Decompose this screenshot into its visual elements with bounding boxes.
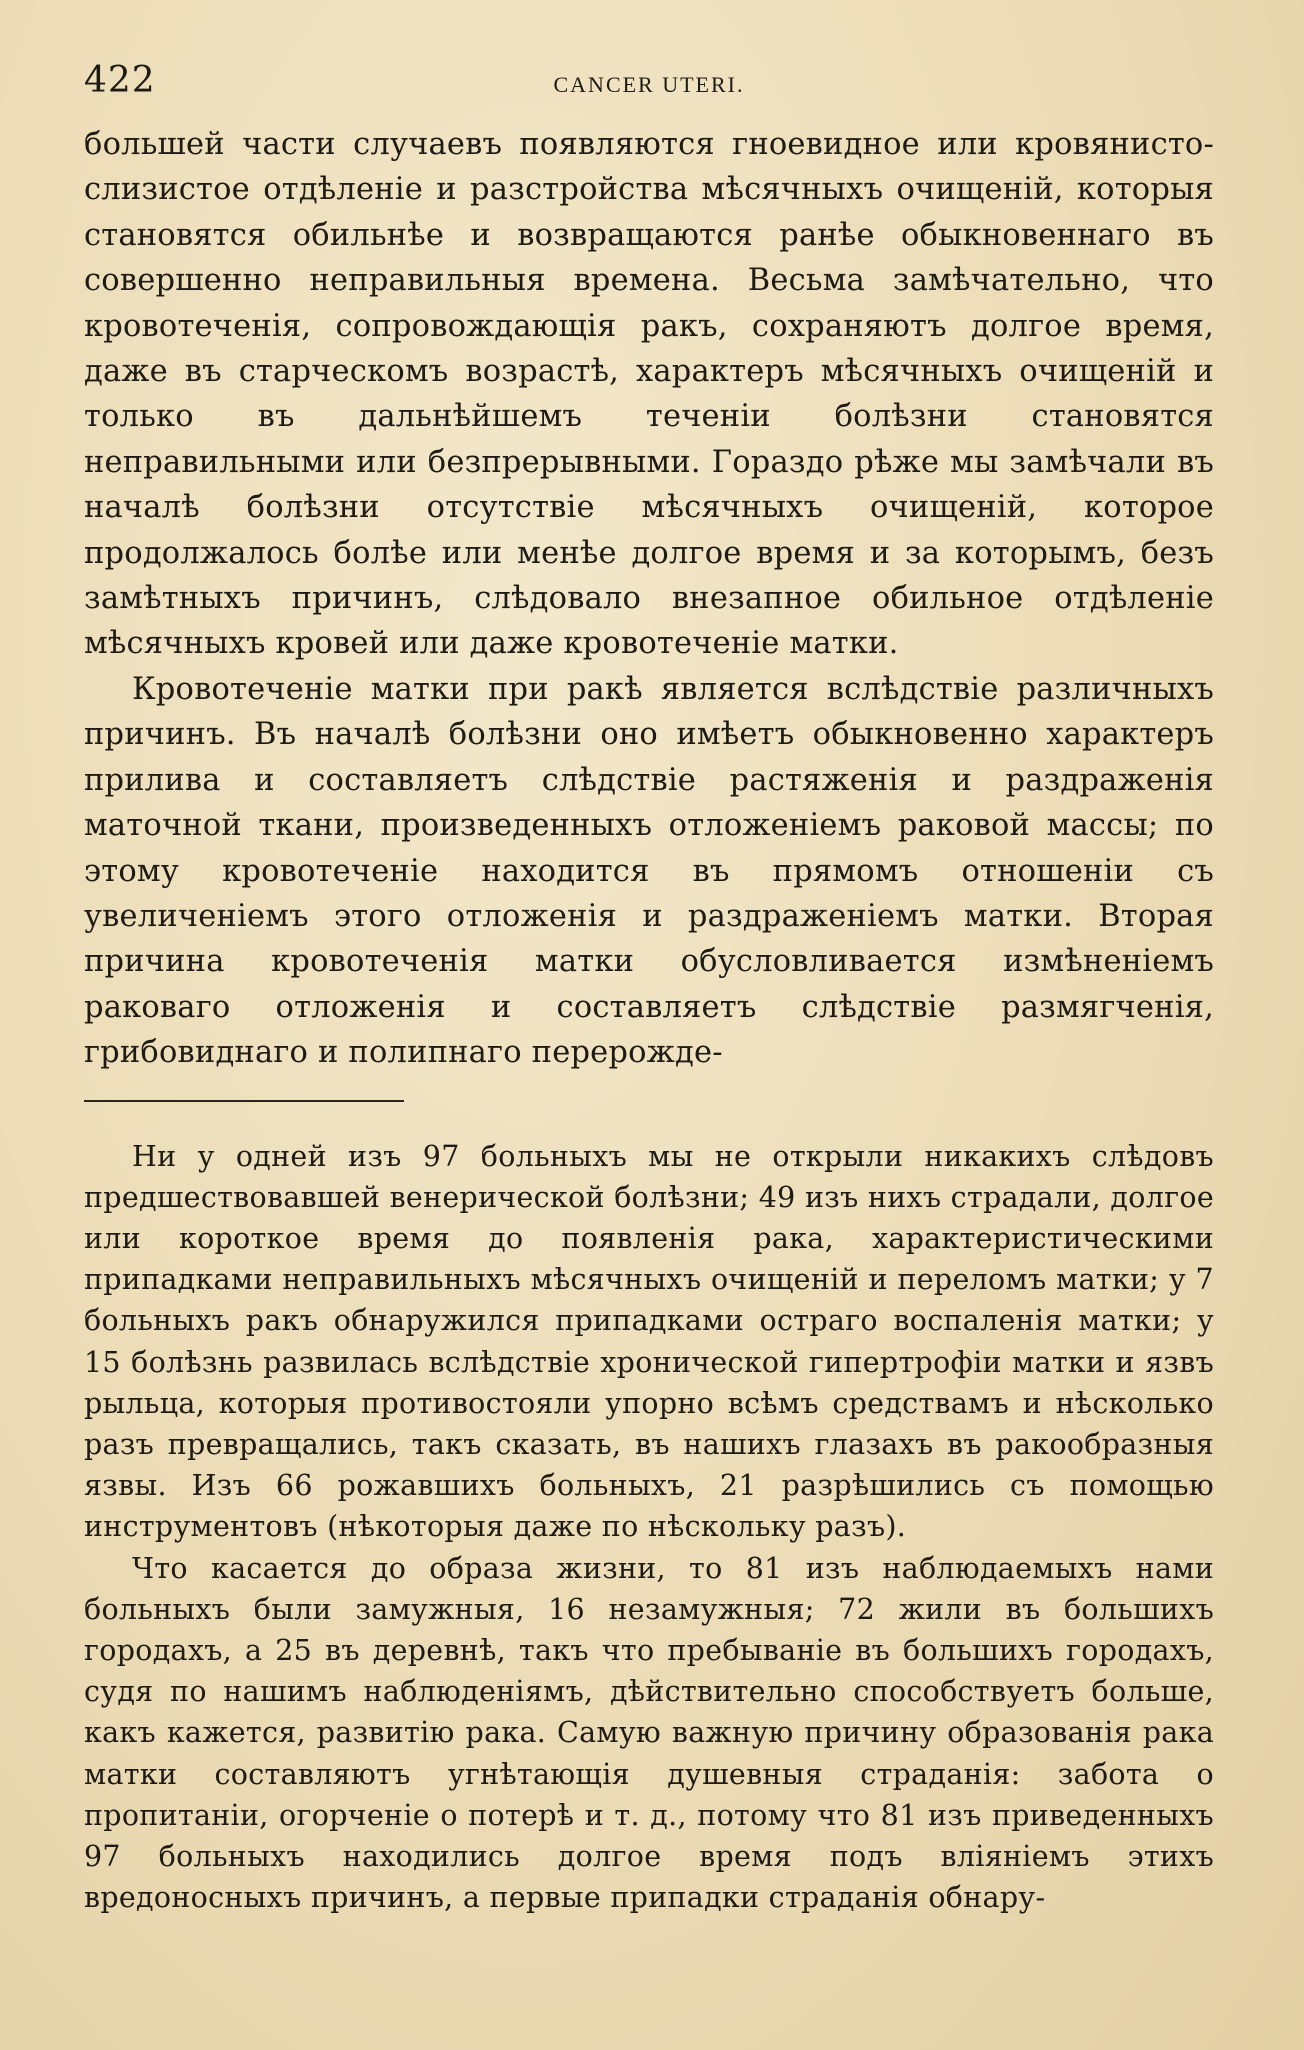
book-page [84, 50, 1214, 2040]
running-head [84, 50, 1214, 114]
main-text [84, 122, 1214, 1076]
footnote-rule [84, 1100, 404, 1102]
body-paragraph: большей части случаевъ появляются гноевидное или кровянисто-слизистое отдѣленіе и разстройства мѣсячныхъ очищеній, которыя становятся обильнѣе и возвращаются ранѣе обыкновеннаго въ совершенно неправильныя времена. Весьма замѣчательно, что кровотеченія, сопровождающія ракъ, сохраняютъ долгое время, даже въ старческомъ возрастѣ, характеръ мѣсячныхъ очищеній и только въ дальнѣйшемъ теченіи болѣзни становятся неправильными или безпрерывными. Гораздо рѣже мы замѣчали въ началѣ болѣзни отсутствіе мѣсячныхъ очищеній, которое продолжалось болѣе или менѣе долгое время и за которымъ, безъ замѣтныхъ причинъ, слѣдовало внезапное обильное отдѣленіе мѣсячныхъ кровей или даже кровотеченіе матки. [84, 127, 1214, 662]
running-title: CANCER UTERI. [553, 72, 745, 97]
footnote [84, 1136, 1214, 1919]
footnote-paragraph: Что касается до образа жизни, то 81 изъ наблюдаемыхъ нами больныхъ были замужныя, 16 незамужныя; 72 жили въ большихъ городахъ, а 25 въ деревнѣ, такъ что пребываніе въ большихъ городахъ, судя по нашимъ наблюденіямъ, дѣйствительно способствуетъ больше, какъ кажется, развитію рака. Самую важную причину образованія рака матки составляютъ угнѣтающія душевныя страданія: забота о пропитаніи, огорченіе о потерѣ и т. д., потому что 81 изъ приведенныхъ 97 больныхъ находились долгое время подъ вліяніемъ этихъ вредоносныхъ причинъ, а первые припадки страданія обнару- [84, 1551, 1214, 1915]
page-number: 422 [84, 60, 156, 101]
footnote-paragraph: Ни у одней изъ 97 больныхъ мы не открыли никакихъ слѣдовъ предшествовавшей венерической болѣзни; 49 изъ нихъ страдали, долгое или короткое время до появленія рака, характеристическими припадками неправильныхъ мѣсячныхъ очищеній и переломъ матки; у 7 больныхъ ракъ обнаружился припадками остраго воспаленія матки; у 15 болѣзнь развилась вслѣдствіе хронической гипертрофіи матки и язвъ рыльца, которыя противостояли упорно всѣмъ средствамъ и нѣсколько разъ превращались, такъ сказать, въ нашихъ глазахъ въ ракообразныя язвы. Изъ 66 рожавшихъ больныхъ, 21 разрѣшились съ помощью инструментовъ (нѣкоторыя даже по нѣскольку разъ). [84, 1139, 1214, 1544]
body-paragraph: Кровотеченіе матки при ракѣ является вслѣдствіе различныхъ причинъ. Въ началѣ болѣзни оно имѣетъ обыкновенно характеръ прилива и составляетъ слѣдствіе растяженія и раздраженія маточной ткани, произведенныхъ отложеніемъ раковой массы; по этому кровотеченіе находится въ прямомъ отношеніи съ увеличеніемъ этого отложенія и раздраженіемъ матки. Вторая причина кровотеченія матки обусловливается измѣненіемъ раковаго отложенія и составляетъ слѣдствіе размягченія, грибовиднаго и полипнаго перерожде- [84, 671, 1214, 1071]
